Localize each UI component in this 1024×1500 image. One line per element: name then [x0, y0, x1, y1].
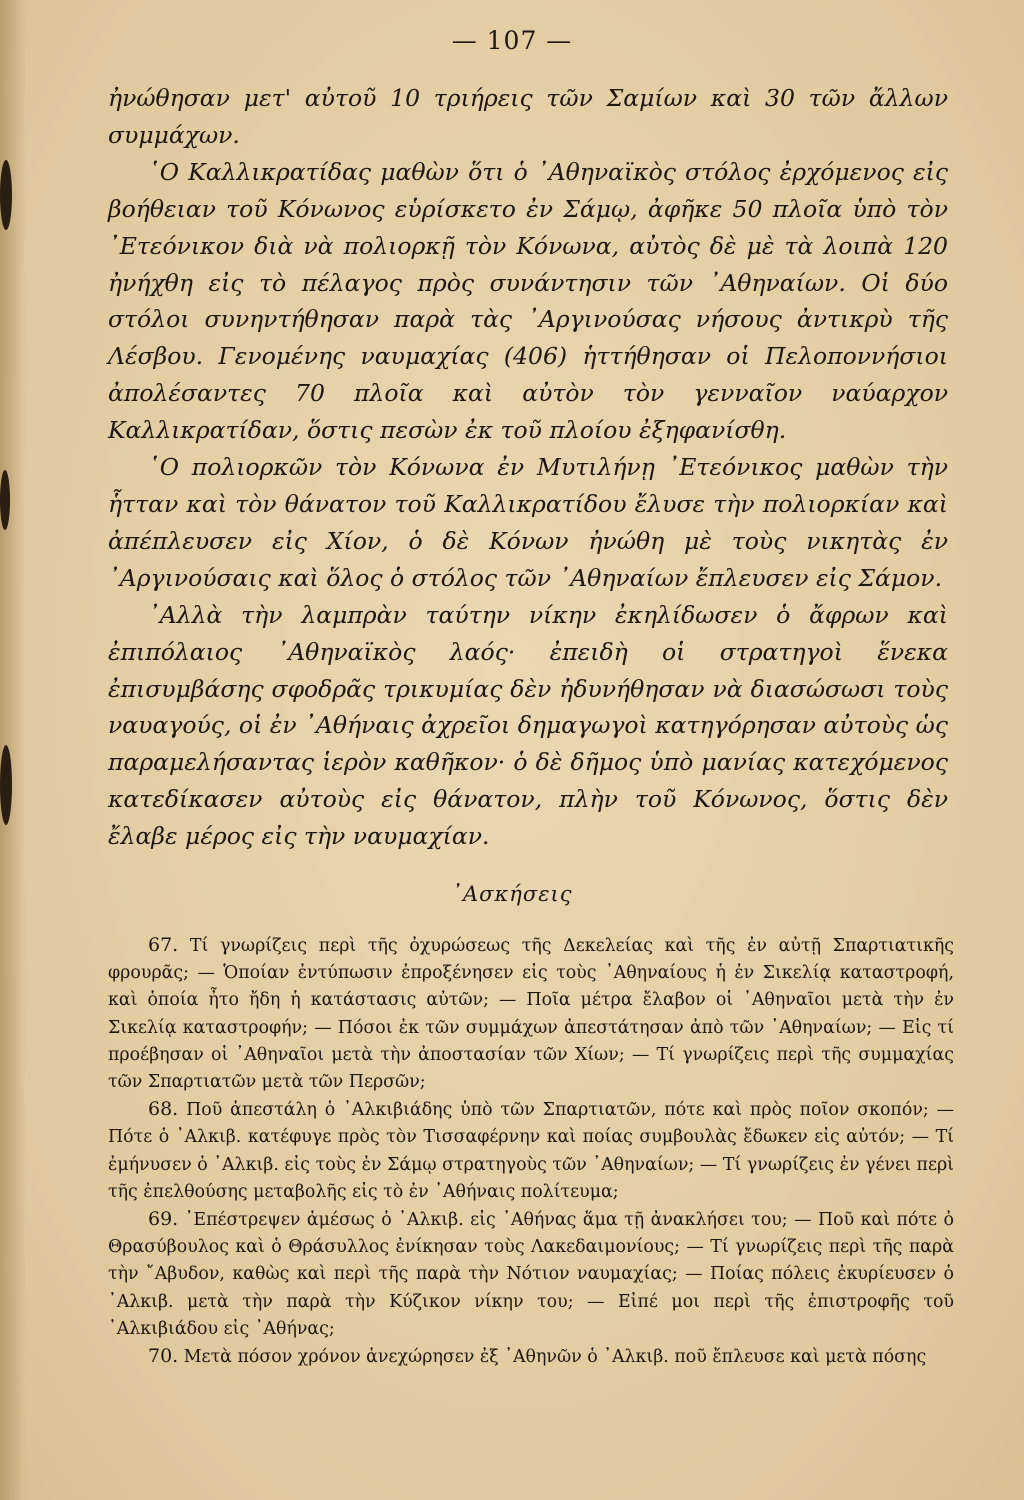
exercise-text: Μετὰ πόσον χρόνον ἀνεχώρησεν ἐξ ᾿Αθηνῶν ὁ ᾿Αλκιβ. ποῦ ἔπλευσε καὶ μετὰ πόσης: [183, 1347, 927, 1368]
exercise-text: Ποῦ ἀπεστάλη ὁ ᾿Αλκιβιάδης ὑπὸ τῶν Σπαρτιατῶν, πότε καὶ πρὸς ποῖον σκοπόν; — Πότε ὁ ᾿Αλκιβ. κατέφυγε πρὸς τὸν Τισσαφέρνην καὶ ποίας συμβουλὰς ἔδωκεν εἰς αὐτόν; — Τί ἐμήνυσεν ὁ ᾿Αλκιβ. εἰς τοὺς ἐν Σάμῳ στρατηγοὺς τῶν ᾿Αθηναίων; — Τί γνωρίζεις ἐν γένει περὶ τῆς ἐπελθούσης μεταβολῆς εἰς τὸ ἐν ᾿Αθήναις πολίτευμα;: [108, 1100, 954, 1202]
exercise-number: 67.: [148, 934, 179, 956]
ink-mark-left-2: [0, 470, 10, 530]
exercise-number: 69.: [148, 1208, 179, 1231]
exercise-item: [108, 1343, 954, 1371]
paragraph-4: ᾿Αλλὰ τὴν λαμπρὰν ταύτην νίκην ἐκηλίδωσεν ὁ ἄφρων καὶ ἐπιπόλαιος ᾿Αθηναϊκὸς λαός· ἐπειδὴ οἱ στρατηγοὶ ἕνεκα ἐπισυμβάσης σφοδρᾶς τρικυμίας δὲν ἠδυνήθησαν νὰ διασώσωσι τοὺς ναυαγούς, οἱ ἐν ᾿Αθήναις ἀχρεῖοι δημαγωγοὶ κατηγόρησαν αὐτοὺς ὡς παραμελήσαντας ἱερὸν καθῆκον· ὁ δὲ δῆμος ὑπὸ μανίας κατεχόμενος κατεδίκασεν αὐτοὺς εἰς θάνατον, πλὴν τοῦ Κόνωνος, ὅστις δὲν ἔλαβε μέρος εἰς τὴν ναυμαχίαν.: [108, 600, 948, 851]
exercise-item: [108, 1096, 954, 1206]
exercise-number: 68.: [148, 1098, 179, 1121]
exercise-item: [108, 1206, 954, 1343]
exercise-text: Τί γνωρίζεις περὶ τῆς ὀχυρώσεως τῆς Δεκελείας καὶ τῆς ἐν αὐτῇ Σπαρτιατικῆς φρουρᾶς; — Ὁποίαν ἐντύπωσιν ἐπροξένησεν εἰς τοὺς ᾿Αθηναίους ἡ ἐν Σικελίᾳ καταστροφή, καὶ ὁποία ἦτο ἤδη ἡ κατάστασις αὐτῶν; — Ποῖα μέτρα ἔλαβον οἱ ᾿Αθηναῖοι μετὰ τὴν ἐν Σικελίᾳ καταστροφήν; — Πόσοι ἐκ τῶν συμμάχων ἀπεστάτησαν ἀπὸ τῶν ᾿Αθηναίων; — Εἰς τί προέβησαν οἱ ᾿Αθηναῖοι μετὰ τὴν ἀποστασίαν τῶν Χίων; — Τί γνωρίζεις περὶ τῆς συμμαχίας τῶν Σπαρτιατῶν μετὰ τῶν Περσῶν;: [108, 936, 954, 1093]
section-title-exercises: ᾿Ασκήσεις: [451, 882, 573, 906]
page-number: — 107 —: [451, 26, 573, 55]
exercise-text: ᾿Επέστρεψεν ἀμέσως ὁ ᾿Αλκιβ. εἰς ᾿Αθήνας ἅμα τῇ ἀνακλήσει του; — Ποῦ καὶ πότε ὁ Θρασύβουλος καὶ ὁ Θράσυλλος ἐνίκησαν τοὺς Λακεδαιμονίους; — Τί γνωρίζεις περὶ τῆς παρὰ τὴν ῎Αβυδον, καθὼς καὶ περὶ τῆς παρὰ τὴν Νότιον ναυμαχίας; — Ποίας πόλεις ἐκυρίευσεν ὁ ᾿Αλκιβ. μετὰ τὴν παρὰ τὴν Κύζικον νίκην του; — Εἰπέ μοι περὶ τῆς ἐπιστροφῆς τοῦ ᾿Αλκιβιάδου εἰς ᾿Αθήνας;: [108, 1210, 955, 1339]
paragraph-2: ῾Ο Καλλικρατίδας μαθὼν ὅτι ὁ ᾿Αθηναϊκὸς στόλος ἐρχόμενος εἰς βοήθειαν τοῦ Κόνωνος εὑρίσκετο ἐν Σάμῳ, ἀφῆκε 50 πλοῖα ὑπὸ τὸν ᾿Ετεόνικον διὰ νὰ πολιορκῇ τὸν Κόνωνα, αὐτὸς δὲ μὲ τὰ λοιπὰ 120 ἠνήχθη εἰς τὸ πέλαγος πρὸς συνάντησιν τῶν ᾿Αθηναίων. Οἱ δύο στόλοι συνηντήθησαν παρὰ τὰς ᾿Αργινούσας νήσους ἀντικρὺ τῆς Λέσβου. Γενομένης ναυμαχίας (406) ἡττήθησαν οἱ Πελοποννήσιοι ἀπολέσαντες 70 πλοῖα καὶ αὐτὸν τὸν γενναῖον ναύαρχον Καλλικρατίδαν, ὅστις πεσὼν ἐκ τοῦ πλοίου ἐξηφανίσθη.: [108, 157, 948, 445]
paragraph-1: ἠνώθησαν μετ' αὐτοῦ 10 τριήρεις τῶν Σαμίων καὶ 30 τῶν ἄλλων συμμάχων.: [108, 84, 948, 149]
exercise-item: [108, 932, 954, 1096]
paragraph-3: ῾Ο πολιορκῶν τὸν Κόνωνα ἐν Μυτιλήνῃ ᾿Ετεόνικος μαθὼν τὴν ἧτταν καὶ τὸν θάνατον τοῦ Καλλικρατίδου ἔλυσε τὴν πολιορκίαν καὶ ἀπέπλευσεν εἰς Χίον, ὁ δὲ Κόνων ἠνώθη μὲ τοὺς νικητὰς ἐν ᾿Αργινούσαις καὶ ὅλος ὁ στόλος τῶν ᾿Αθηναίων ἔπλευσεν εἰς Σάμον.: [108, 453, 948, 592]
ink-mark-left-1: [0, 160, 12, 230]
main-text: [108, 80, 948, 855]
exercises-list: [108, 932, 954, 1371]
exercise-number: 70.: [148, 1345, 179, 1368]
ink-mark-left-3: [0, 745, 12, 825]
